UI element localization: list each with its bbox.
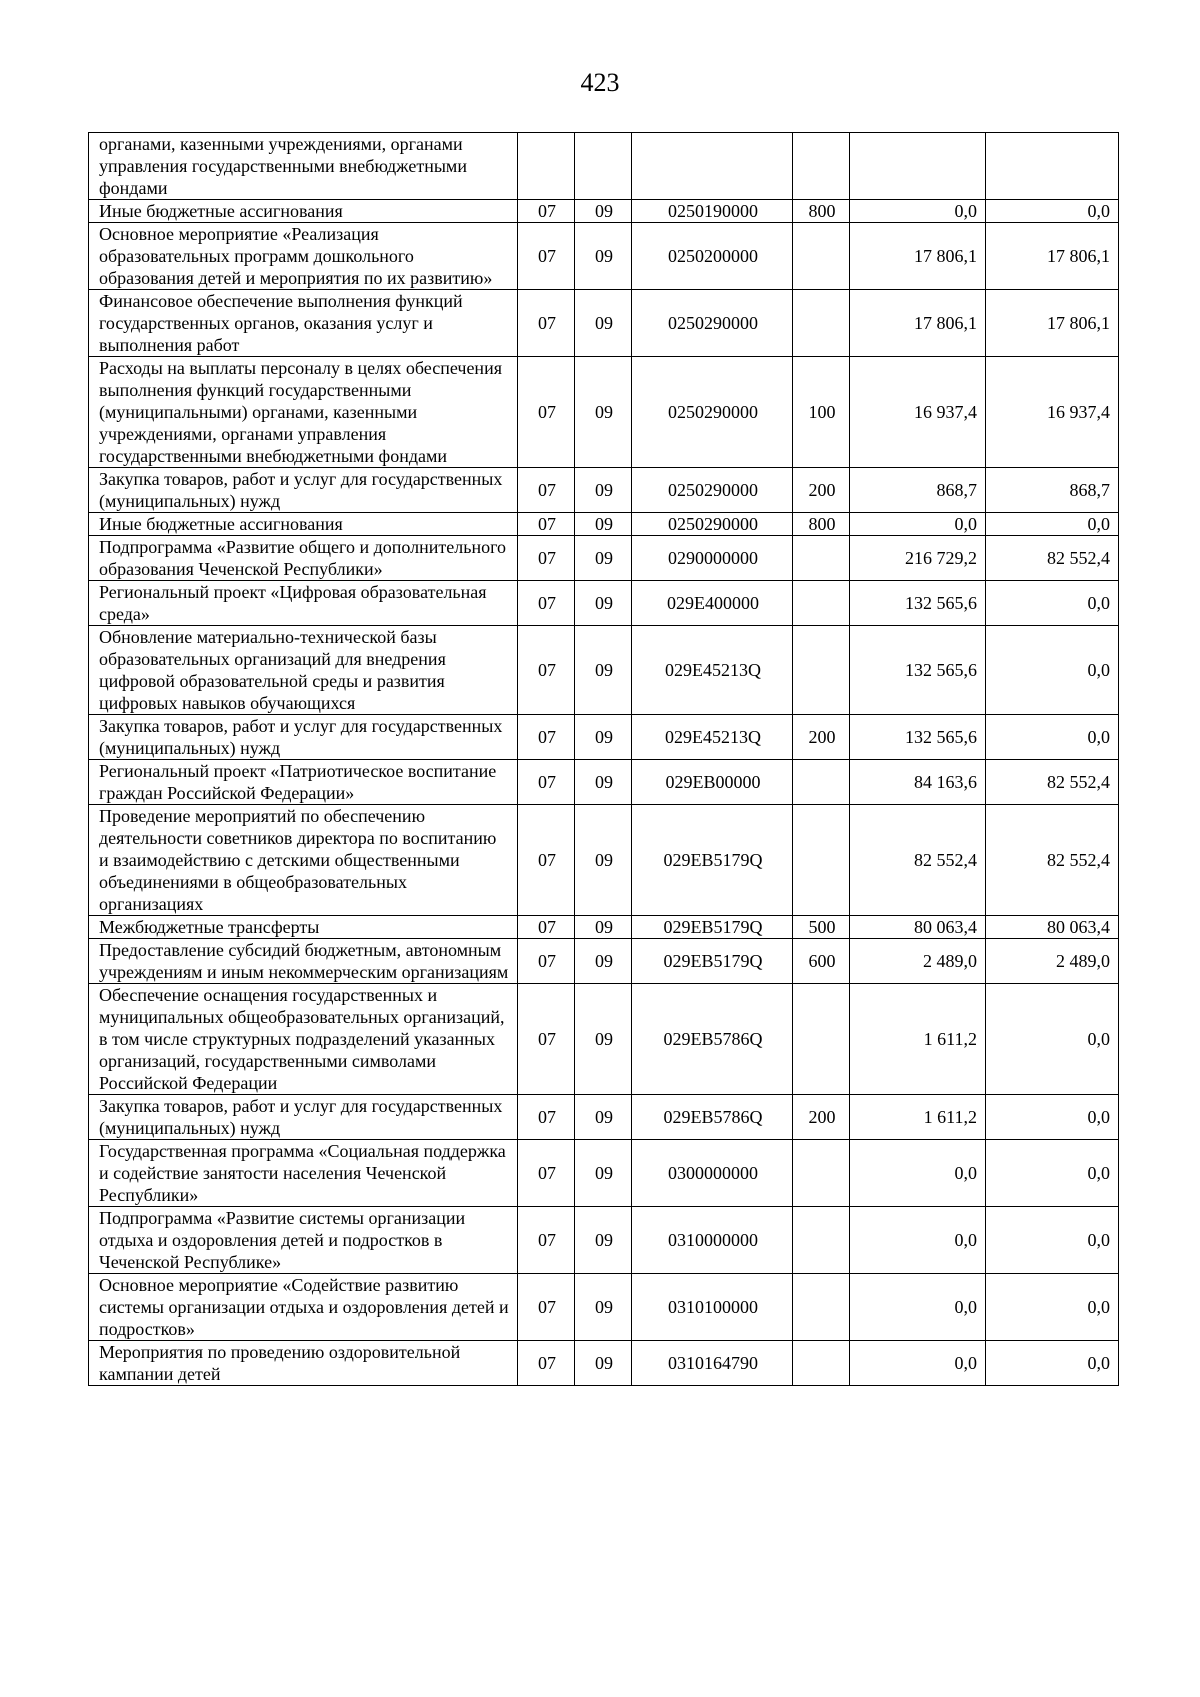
target-article-cell: 0250290000	[632, 357, 793, 468]
section-code-cell: 07	[518, 760, 575, 805]
expense-type-cell	[793, 536, 850, 581]
amount-first-cell	[850, 133, 986, 200]
expense-name-cell: Финансовое обеспечение выполнения функций государственных органов, оказания услуг и выполнения работ	[89, 290, 518, 357]
subsection-code-cell: 09	[575, 984, 632, 1095]
section-code-cell: 07	[518, 513, 575, 536]
subsection-code-cell	[575, 133, 632, 200]
subsection-code-cell: 09	[575, 1274, 632, 1341]
expense-name-cell: Закупка товаров, работ и услуг для государственных (муниципальных) нужд	[89, 468, 518, 513]
section-code-cell: 07	[518, 1095, 575, 1140]
subsection-code-cell: 09	[575, 357, 632, 468]
expense-type-cell: 800	[793, 200, 850, 223]
expense-name-cell: Подпрограмма «Развитие системы организации отдыха и оздоровления детей и подростков в Чеченской Республике»	[89, 1207, 518, 1274]
section-code-cell: 07	[518, 581, 575, 626]
amount-second-cell: 17 806,1	[986, 290, 1119, 357]
expense-type-cell	[793, 805, 850, 916]
amount-second-cell: 0,0	[986, 984, 1119, 1095]
table-row	[89, 1341, 1119, 1386]
target-article-cell: 0250290000	[632, 513, 793, 536]
amount-first-cell: 0,0	[850, 1274, 986, 1341]
table-row	[89, 223, 1119, 290]
table-row	[89, 1274, 1119, 1341]
table-row	[89, 290, 1119, 357]
subsection-code-cell: 09	[575, 1207, 632, 1274]
expense-name-cell: Иные бюджетные ассигнования	[89, 513, 518, 536]
target-article-cell: 0250190000	[632, 200, 793, 223]
subsection-code-cell: 09	[575, 1140, 632, 1207]
table-row	[89, 916, 1119, 939]
expense-type-cell	[793, 581, 850, 626]
amount-first-cell: 1 611,2	[850, 984, 986, 1095]
target-article-cell: 0310100000	[632, 1274, 793, 1341]
expense-name-cell: Обеспечение оснащения государственных и муниципальных общеобразовательных организаций, в том числе структурных подразделений указанных организаций, государственными символами Российской Федерации	[89, 984, 518, 1095]
section-code-cell: 07	[518, 357, 575, 468]
table-row	[89, 133, 1119, 200]
subsection-code-cell: 09	[575, 290, 632, 357]
table-row	[89, 984, 1119, 1095]
budget-table	[88, 132, 1119, 1386]
table-row	[89, 939, 1119, 984]
target-article-cell	[632, 133, 793, 200]
amount-first-cell: 868,7	[850, 468, 986, 513]
amount-second-cell: 0,0	[986, 626, 1119, 715]
subsection-code-cell: 09	[575, 223, 632, 290]
amount-first-cell: 16 937,4	[850, 357, 986, 468]
target-article-cell: 029EB5786Q	[632, 1095, 793, 1140]
subsection-code-cell: 09	[575, 760, 632, 805]
subsection-code-cell: 09	[575, 200, 632, 223]
expense-name-cell: Региональный проект «Патриотическое воспитание граждан Российской Федерации»	[89, 760, 518, 805]
section-code-cell: 07	[518, 468, 575, 513]
target-article-cell: 0250200000	[632, 223, 793, 290]
target-article-cell: 0310164790	[632, 1341, 793, 1386]
section-code-cell: 07	[518, 1207, 575, 1274]
expense-type-cell	[793, 290, 850, 357]
target-article-cell: 029E45213Q	[632, 626, 793, 715]
section-code-cell: 07	[518, 916, 575, 939]
section-code-cell: 07	[518, 715, 575, 760]
expense-type-cell: 200	[793, 715, 850, 760]
table-row	[89, 626, 1119, 715]
expense-name-cell: Обновление материально-технической базы образовательных организаций для внедрения цифровой образовательной среды и развития цифровых навыков обучающихся	[89, 626, 518, 715]
section-code-cell: 07	[518, 1274, 575, 1341]
expense-type-cell: 100	[793, 357, 850, 468]
budget-table-body	[89, 133, 1119, 1386]
amount-first-cell: 82 552,4	[850, 805, 986, 916]
expense-name-cell: Закупка товаров, работ и услуг для государственных (муниципальных) нужд	[89, 1095, 518, 1140]
expense-type-cell: 500	[793, 916, 850, 939]
target-article-cell: 0250290000	[632, 468, 793, 513]
table-row	[89, 200, 1119, 223]
amount-second-cell: 0,0	[986, 581, 1119, 626]
subsection-code-cell: 09	[575, 468, 632, 513]
subsection-code-cell: 09	[575, 805, 632, 916]
section-code-cell: 07	[518, 984, 575, 1095]
target-article-cell: 029E45213Q	[632, 715, 793, 760]
expense-name-cell: Основное мероприятие «Содействие развитию системы организации отдыха и оздоровления детей и подростков»	[89, 1274, 518, 1341]
page-number: 423	[580, 68, 620, 97]
amount-first-cell: 216 729,2	[850, 536, 986, 581]
expense-name-cell: Проведение мероприятий по обеспечению деятельности советников директора по воспитанию и взаимодействию с детскими общественными объединениями в общеобразовательных организациях	[89, 805, 518, 916]
amount-second-cell: 0,0	[986, 1095, 1119, 1140]
expense-type-cell	[793, 1207, 850, 1274]
table-row	[89, 760, 1119, 805]
expense-name-cell: Межбюджетные трансферты	[89, 916, 518, 939]
amount-second-cell: 868,7	[986, 468, 1119, 513]
subsection-code-cell: 09	[575, 939, 632, 984]
amount-second-cell: 80 063,4	[986, 916, 1119, 939]
expense-name-cell: Расходы на выплаты персоналу в целях обеспечения выполнения функций государственными (муниципальными) органами, казенными учреждениями, органами управления государственными внебюджетными фондами	[89, 357, 518, 468]
amount-second-cell: 0,0	[986, 513, 1119, 536]
target-article-cell: 029EB5179Q	[632, 916, 793, 939]
expense-type-cell	[793, 1140, 850, 1207]
subsection-code-cell: 09	[575, 513, 632, 536]
expense-type-cell	[793, 984, 850, 1095]
expense-name-cell: Подпрограмма «Развитие общего и дополнительного образования Чеченской Республики»	[89, 536, 518, 581]
amount-first-cell: 0,0	[850, 513, 986, 536]
amount-first-cell: 0,0	[850, 1341, 986, 1386]
section-code-cell: 07	[518, 1341, 575, 1386]
amount-first-cell: 1 611,2	[850, 1095, 986, 1140]
subsection-code-cell: 09	[575, 536, 632, 581]
amount-first-cell: 84 163,6	[850, 760, 986, 805]
subsection-code-cell: 09	[575, 916, 632, 939]
section-code-cell: 07	[518, 290, 575, 357]
table-row	[89, 536, 1119, 581]
expense-type-cell	[793, 1274, 850, 1341]
subsection-code-cell: 09	[575, 581, 632, 626]
amount-second-cell: 0,0	[986, 200, 1119, 223]
target-article-cell: 029EB5179Q	[632, 805, 793, 916]
target-article-cell: 0290000000	[632, 536, 793, 581]
expense-name-cell: Региональный проект «Цифровая образовательная среда»	[89, 581, 518, 626]
expense-name-cell: Предоставление субсидий бюджетным, автономным учреждениям и иным некоммерческим организациям	[89, 939, 518, 984]
expense-name-cell: органами, казенными учреждениями, органами управления государственными внебюджетными фондами	[89, 133, 518, 200]
section-code-cell: 07	[518, 536, 575, 581]
subsection-code-cell: 09	[575, 626, 632, 715]
target-article-cell: 0310000000	[632, 1207, 793, 1274]
expense-type-cell	[793, 223, 850, 290]
target-article-cell: 029E400000	[632, 581, 793, 626]
target-article-cell: 0300000000	[632, 1140, 793, 1207]
section-code-cell: 07	[518, 939, 575, 984]
amount-second-cell: 0,0	[986, 1274, 1119, 1341]
table-row	[89, 715, 1119, 760]
amount-first-cell: 17 806,1	[850, 290, 986, 357]
section-code-cell	[518, 133, 575, 200]
expense-type-cell	[793, 760, 850, 805]
table-row	[89, 1207, 1119, 1274]
section-code-cell: 07	[518, 805, 575, 916]
amount-second-cell: 0,0	[986, 1207, 1119, 1274]
table-row	[89, 357, 1119, 468]
table-row	[89, 468, 1119, 513]
amount-second-cell	[986, 133, 1119, 200]
expense-type-cell	[793, 1341, 850, 1386]
table-row	[89, 805, 1119, 916]
expense-type-cell: 200	[793, 1095, 850, 1140]
section-code-cell: 07	[518, 626, 575, 715]
amount-first-cell: 0,0	[850, 1140, 986, 1207]
expense-type-cell: 800	[793, 513, 850, 536]
table-row	[89, 1140, 1119, 1207]
amount-first-cell: 132 565,6	[850, 626, 986, 715]
section-code-cell: 07	[518, 223, 575, 290]
expense-name-cell: Закупка товаров, работ и услуг для государственных (муниципальных) нужд	[89, 715, 518, 760]
amount-first-cell: 17 806,1	[850, 223, 986, 290]
amount-second-cell: 17 806,1	[986, 223, 1119, 290]
table-row	[89, 581, 1119, 626]
expense-type-cell	[793, 626, 850, 715]
amount-first-cell: 0,0	[850, 1207, 986, 1274]
amount-second-cell: 82 552,4	[986, 760, 1119, 805]
amount-second-cell: 0,0	[986, 1140, 1119, 1207]
expense-type-cell: 600	[793, 939, 850, 984]
target-article-cell: 0250290000	[632, 290, 793, 357]
amount-second-cell: 2 489,0	[986, 939, 1119, 984]
subsection-code-cell: 09	[575, 715, 632, 760]
target-article-cell: 029EB5179Q	[632, 939, 793, 984]
expense-name-cell: Иные бюджетные ассигнования	[89, 200, 518, 223]
amount-first-cell: 132 565,6	[850, 715, 986, 760]
target-article-cell: 029EB5786Q	[632, 984, 793, 1095]
amount-first-cell: 132 565,6	[850, 581, 986, 626]
expense-name-cell: Основное мероприятие «Реализация образовательных программ дошкольного образования детей и мероприятия по их развитию»	[89, 223, 518, 290]
amount-first-cell: 80 063,4	[850, 916, 986, 939]
expense-type-cell: 200	[793, 468, 850, 513]
target-article-cell: 029EB00000	[632, 760, 793, 805]
amount-second-cell: 16 937,4	[986, 357, 1119, 468]
table-row	[89, 513, 1119, 536]
expense-name-cell: Государственная программа «Социальная поддержка и содействие занятости населения Чеченской Республики»	[89, 1140, 518, 1207]
amount-first-cell: 0,0	[850, 200, 986, 223]
amount-first-cell: 2 489,0	[850, 939, 986, 984]
section-code-cell: 07	[518, 1140, 575, 1207]
amount-second-cell: 0,0	[986, 1341, 1119, 1386]
amount-second-cell: 82 552,4	[986, 536, 1119, 581]
expense-type-cell	[793, 133, 850, 200]
expense-name-cell: Мероприятия по проведению оздоровительной кампании детей	[89, 1341, 518, 1386]
section-code-cell: 07	[518, 200, 575, 223]
subsection-code-cell: 09	[575, 1341, 632, 1386]
table-row	[89, 1095, 1119, 1140]
amount-second-cell: 82 552,4	[986, 805, 1119, 916]
subsection-code-cell: 09	[575, 1095, 632, 1140]
amount-second-cell: 0,0	[986, 715, 1119, 760]
